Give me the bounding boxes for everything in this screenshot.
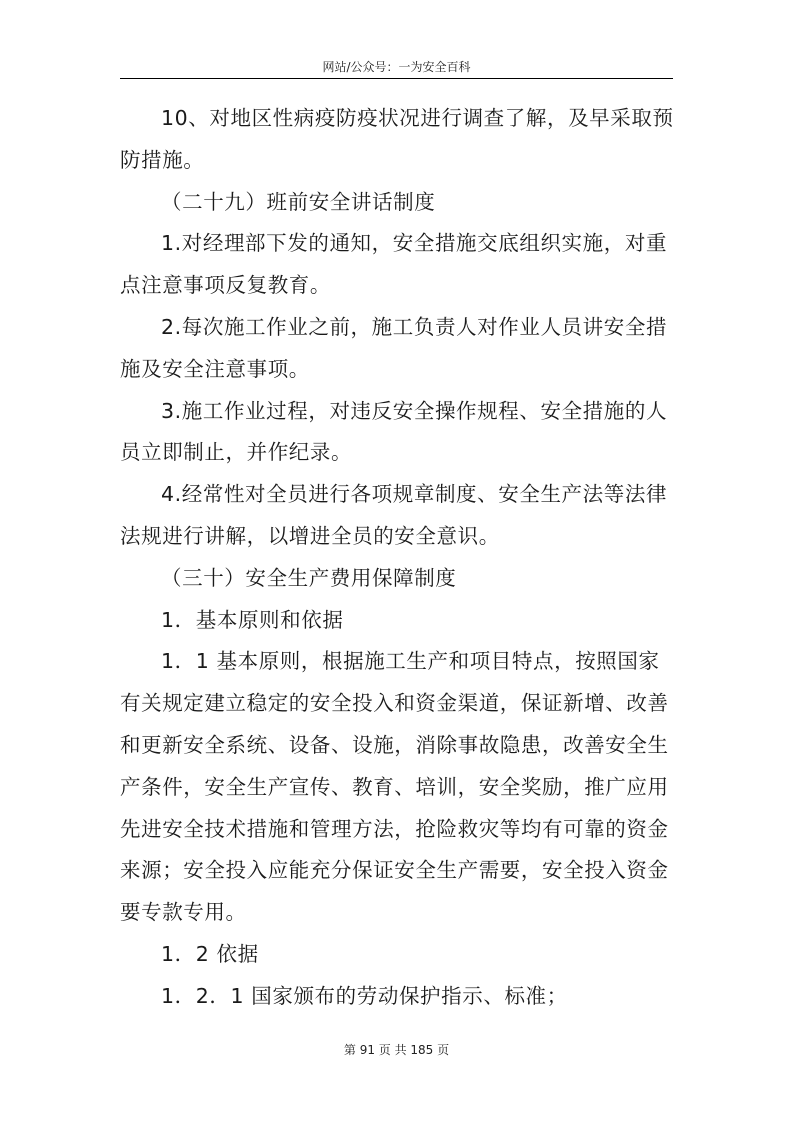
paragraph-item-3: 3.施工作业过程，对违反安全操作规程、安全措施的人员立即制止，并作纪录。	[120, 398, 668, 465]
page-header: 网站/公众号：一为安全百科	[322, 60, 471, 74]
page-footer: 第 91 页 共 185 页	[343, 1043, 450, 1057]
paragraph-epidemic-prevention: 10、对地区性病疫防疫状况进行调查了解，及早采取预防措施。	[120, 106, 674, 172]
header-divider	[120, 78, 673, 79]
section-heading-30: （三十）安全生产费用保障制度	[161, 565, 457, 590]
paragraph-basis-1: 1．2．1 国家颁布的劳动保护指示、标准；	[161, 983, 568, 1008]
paragraph-basic-principle: 1．1 基本原则，根据施工生产和项目特点，按照国家有关规定建立稳定的安全投入和资金渠道，保证新增、改善和更新安全系统、设备、设施，消除事故隐患，改善安全生产条件，安全生产宣传、教育、培训，安全奖励，推广应用先进安全技术措施和管理方法，抢险救灾等均有可靠的资金来源；安全投入应能充分保证安全生产需要，安全投入资金要专款专用。	[120, 649, 669, 925]
paragraph-item-2: 2.每次施工作业之前，施工负责人对作业人员讲安全措施及安全注意事项。	[120, 314, 668, 381]
document-body	[120, 98, 676, 1018]
section-heading-29: （二十九）班前安全讲话制度	[161, 189, 436, 214]
paragraph-item-4: 4.经常性对全员进行各项规章制度、安全生产法等法律法规进行讲解，以增进全员的安全意识。	[120, 482, 668, 548]
paragraph-item-1: 1.对经理部下发的通知，安全措施交底组织实施，对重点注意事项反复教育。	[120, 231, 668, 298]
subheading-basis: 1．2 依据	[161, 941, 259, 966]
subheading-basic-principles: 1．基本原则和依据	[161, 607, 344, 632]
